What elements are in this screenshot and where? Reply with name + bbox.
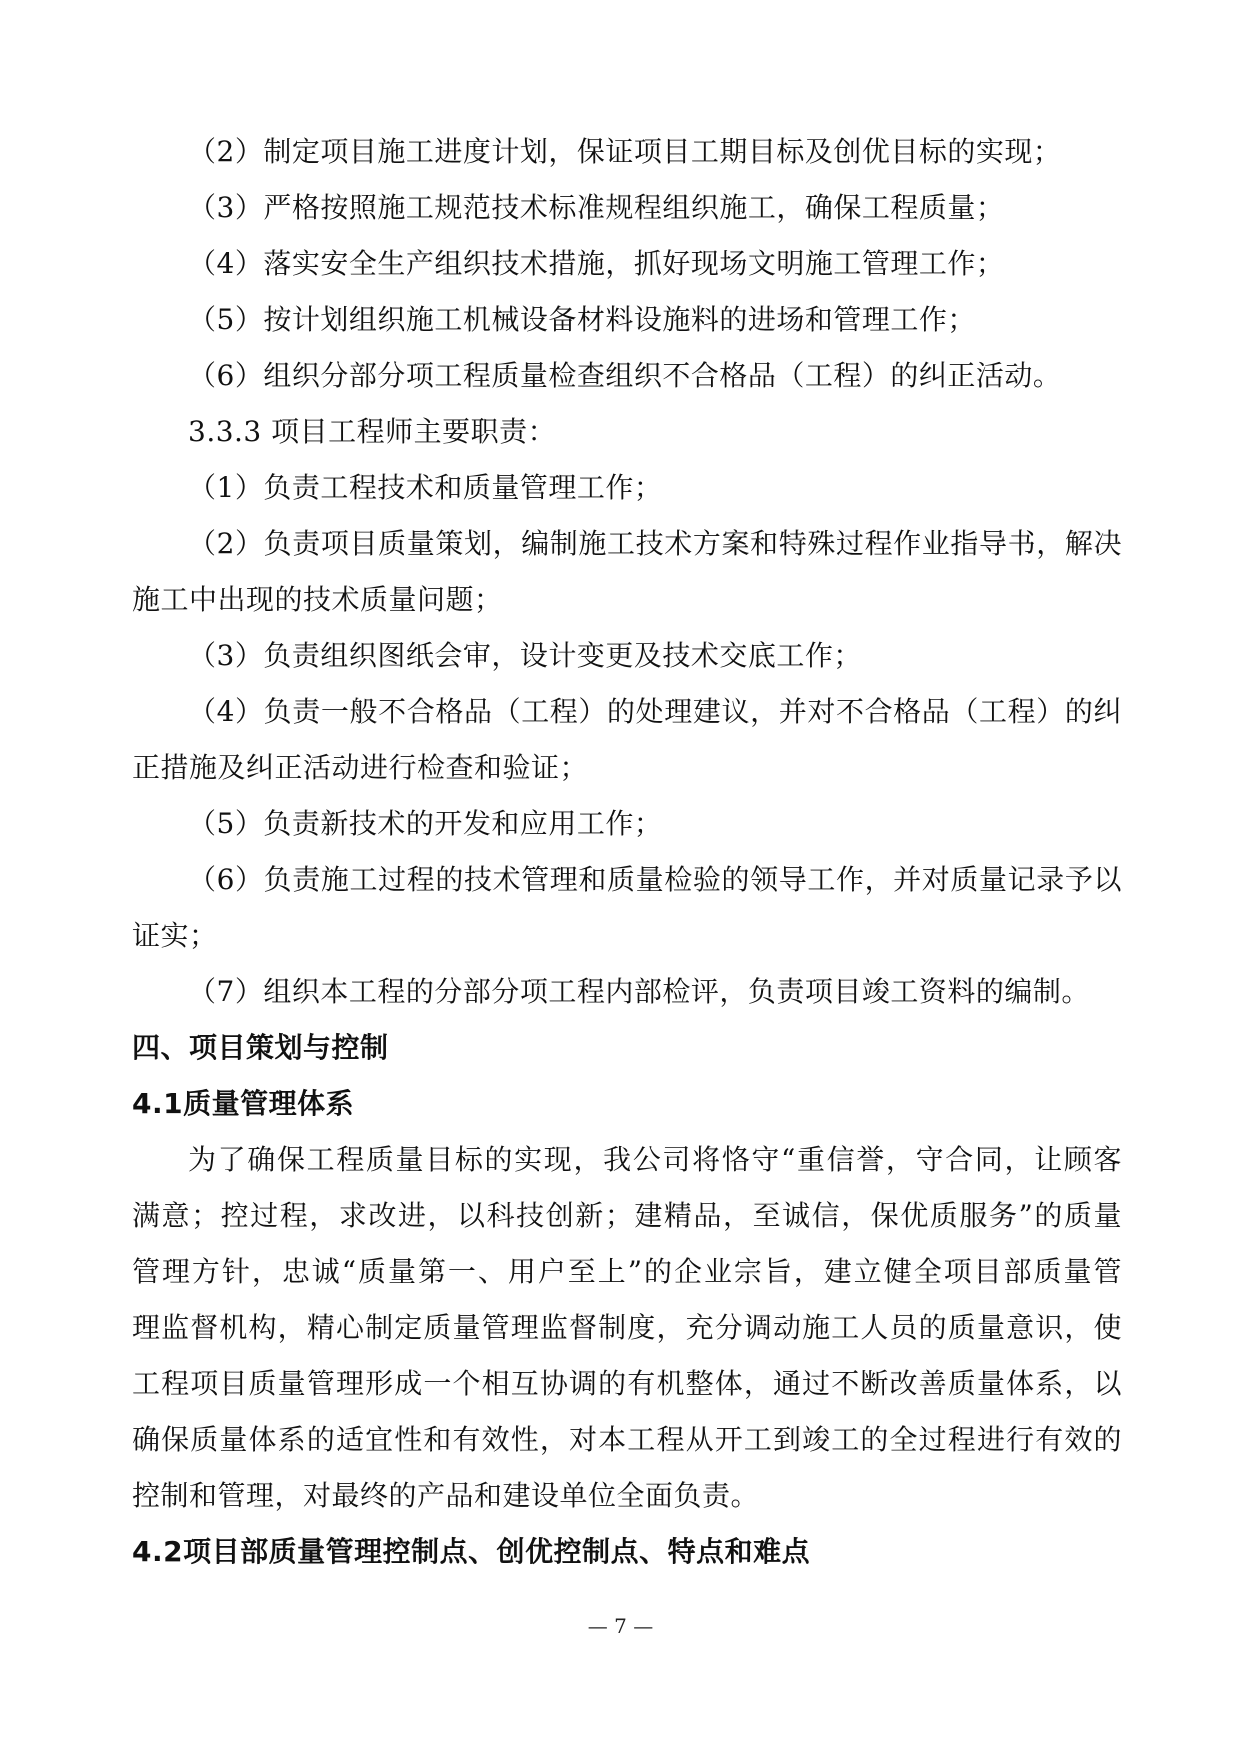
paragraph-line: （3）严格按照施工规范技术标准规程组织施工，确保工程质量； bbox=[188, 191, 1005, 224]
paragraph-line: 确保质量体系的适宜性和有效性，对本工程从开工到竣工的全过程进行有效的 bbox=[132, 1423, 1122, 1456]
paragraph-line: （2）制定项目施工进度计划，保证项目工期目标及创优目标的实现； bbox=[188, 135, 1062, 168]
paragraph-line: （7）组织本工程的分部分项工程内部检评，负责项目竣工资料的编制。 bbox=[188, 975, 1090, 1008]
paragraph-line: 证实； bbox=[132, 919, 218, 952]
paragraph-line: 控制和管理，对最终的产品和建设单位全面负责。 bbox=[132, 1479, 760, 1512]
subsection-title: 3.3.3 项目工程师主要职责： bbox=[188, 415, 557, 448]
paragraph-line: （4）负责一般不合格品（工程）的处理建议，并对不合格品（工程）的纠 bbox=[188, 695, 1122, 728]
paragraph-line: （3）负责组织图纸会审，设计变更及技术交底工作； bbox=[188, 639, 862, 672]
subsection-heading: 4.1质量管理体系 bbox=[132, 1087, 355, 1120]
paragraph-line: 管理方针，忠诚“质量第一、用户至上”的企业宗旨，建立健全项目部质量管 bbox=[132, 1255, 1122, 1288]
paragraph-line: 施工中出现的技术质量问题； bbox=[132, 583, 503, 616]
section-heading: 四、项目策划与控制 bbox=[132, 1031, 389, 1064]
paragraph-line: （1）负责工程技术和质量管理工作； bbox=[188, 471, 663, 504]
paragraph-line: （5）按计划组织施工机械设备材料设施料的进场和管理工作； bbox=[188, 303, 976, 336]
paragraph-line: （6）组织分部分项工程质量检查组织不合格品（工程）的纠正活动。 bbox=[188, 359, 1062, 392]
paragraph-line: 满意；控过程，求改进，以科技创新；建精品，至诚信，保优质服务”的质量 bbox=[132, 1199, 1122, 1232]
subsection-heading: 4.2项目部质量管理控制点、创优控制点、特点和难点 bbox=[132, 1535, 811, 1568]
paragraph-line: 理监督机构，精心制定质量管理监督制度，充分调动施工人员的质量意识，使 bbox=[132, 1311, 1122, 1344]
paragraph-line: 为了确保工程质量目标的实现，我公司将恪守“重信誉，守合同，让顾客 bbox=[188, 1143, 1122, 1176]
paragraph-line: 工程项目质量管理形成一个相互协调的有机整体，通过不断改善质量体系，以 bbox=[132, 1367, 1122, 1400]
paragraph-line: （5）负责新技术的开发和应用工作； bbox=[188, 807, 663, 840]
paragraph-line: （4）落实安全生产组织技术措施，抓好现场文明施工管理工作； bbox=[188, 247, 1005, 280]
paragraph-line: （2）负责项目质量策划，编制施工技术方案和特殊过程作业指导书，解决 bbox=[188, 527, 1122, 560]
page-number: — 7 — bbox=[587, 1614, 654, 1638]
paragraph-line: （6）负责施工过程的技术管理和质量检验的领导工作，并对质量记录予以 bbox=[188, 863, 1122, 896]
paragraph-line: 正措施及纠正活动进行检查和验证； bbox=[132, 751, 589, 784]
